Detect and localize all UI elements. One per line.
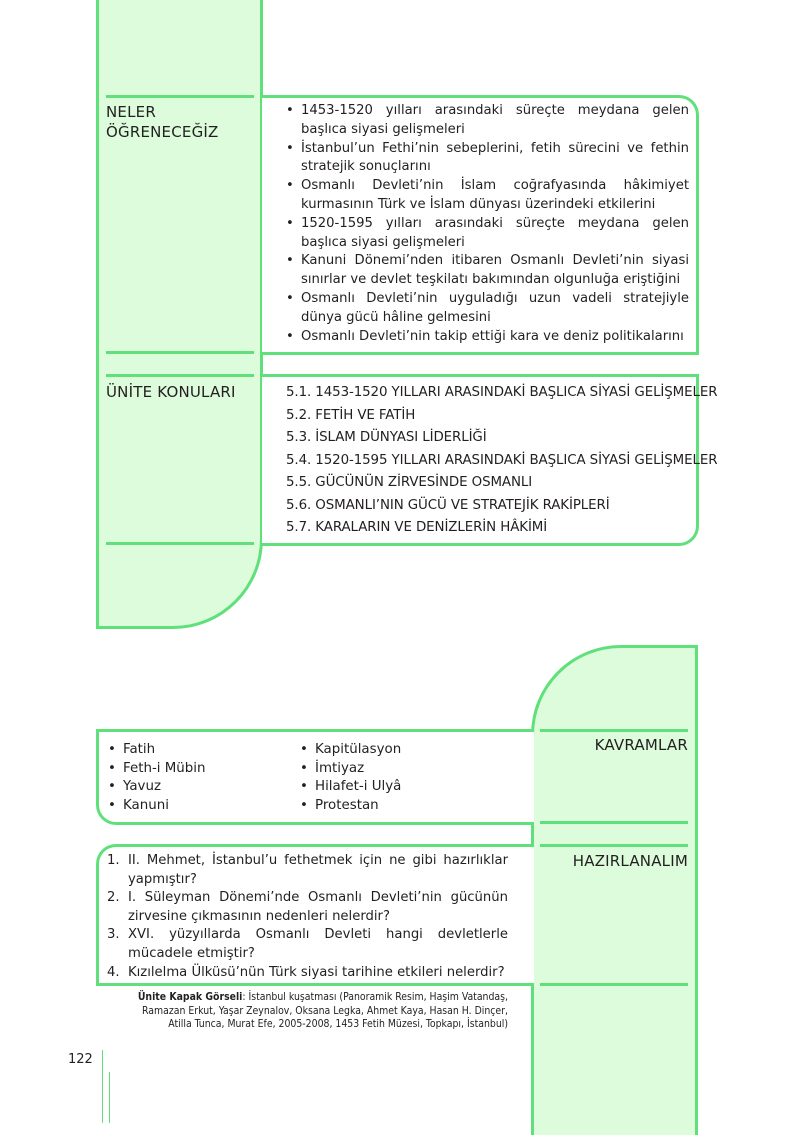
learn-list xyxy=(285,102,689,346)
question-item xyxy=(107,926,508,963)
concept-item: • Feth-i Mübin xyxy=(107,760,287,779)
question-item xyxy=(107,964,508,983)
learn-section-title xyxy=(106,102,219,142)
divider xyxy=(540,821,688,824)
divider xyxy=(540,983,688,986)
learn-title-line1: NELER xyxy=(106,103,156,121)
learn-title-line2: ÖĞRENECEĞİZ xyxy=(106,123,219,141)
topic-item: 5.2. FETİH VE FATİH xyxy=(286,407,416,423)
question-text: II. Mehmet, İstanbul’u fethetmek için ne gibi hazırlıklar yapmıştır? xyxy=(128,853,508,887)
cover-image-caption xyxy=(118,991,508,1032)
divider xyxy=(106,95,254,98)
page-number: 122 xyxy=(68,1052,93,1067)
prepare-questions xyxy=(107,852,508,982)
concepts-section-title: KAVRAMLAR xyxy=(594,736,688,754)
question-number: 2. xyxy=(107,890,120,906)
topic-item: 5.7. KARALARIN VE DENİZLERİN HÂKİMİ xyxy=(286,520,548,535)
prepare-section-title: HAZIRLANALIM xyxy=(572,852,688,870)
concept-item: • İmtiyaz xyxy=(299,760,499,779)
divider xyxy=(540,844,688,847)
topic-item: 5.3. İSLAM DÜNYASI LİDERLİĞİ xyxy=(286,430,487,445)
concepts-left-column xyxy=(107,741,287,815)
list-item: • 1453-1520 yılları arasındaki süreçte meydana gelen başlıca siyasi gelişmeleri xyxy=(285,102,689,140)
concept-item: • Kapitülasyon xyxy=(299,741,499,760)
list-item: • Kanuni Dönemi’nden itibaren Osmanlı Devleti’nin siyasi sınırlar ve devlet teşkilatı bakımından olgunluğa eriştiğini xyxy=(285,252,689,290)
concept-item: • Fatih xyxy=(107,741,287,760)
list-item: • Osmanlı Devleti’nin uyguladığı uzun vadeli stratejiyle dünya gücü hâline gelmesini xyxy=(285,290,689,328)
question-number: 4. xyxy=(107,964,120,980)
question-text: Kızılelma Ülküsü’nün Türk siyasi tarihine etkileri nelerdir? xyxy=(128,964,505,980)
gutter-line xyxy=(109,1072,110,1123)
topic-item: 5.1. 1453-1520 YILLARI ARASINDAKİ BAŞLICA SİYASİ GELİŞMELER xyxy=(286,385,718,400)
question-number: 1. xyxy=(107,853,120,868)
concepts-right-column xyxy=(299,741,499,815)
caption-line1: : İstanbul kuşatması (Panoramik Resim, Haşim Vatandaş, xyxy=(242,991,508,1003)
divider xyxy=(106,374,254,377)
topic-item: 5.5. GÜCÜNÜN ZİRVESİNDE OSMANLI xyxy=(286,475,533,490)
gutter-line xyxy=(102,1050,103,1123)
topics-list xyxy=(286,382,718,540)
list-item: • 1520-1595 yılları arasındaki süreçte meydana gelen başlıca siyasi gelişmeleri xyxy=(285,215,689,253)
concept-item: • Protestan xyxy=(299,797,499,816)
question-item xyxy=(107,889,508,926)
topic-item: 5.4. 1520-1595 YILLARI ARASINDAKİ BAŞLICA SİYASİ GELİŞMELER xyxy=(286,452,718,468)
caption-line3: Atilla Tunca, Murat Efe, 2005-2008, 1453 Fetih Müzesi, Topkapı, İstanbul) xyxy=(168,1018,508,1031)
list-item: • Osmanlı Devleti’nin İslam coğrafyasında hâkimiyet kurmasının Türk ve İslam dünyası üzerindeki etkilerini xyxy=(285,177,689,215)
topic-item: 5.6. OSMANLI’NIN GÜCÜ VE STRATEJİK RAKİPLERİ xyxy=(286,497,610,513)
concept-item: • Kanuni xyxy=(107,797,287,816)
divider xyxy=(106,351,254,354)
bottom-sidebar-column xyxy=(531,645,698,1135)
concept-item: • Hilafet-i Ulyâ xyxy=(299,778,499,797)
list-item: • Osmanlı Devleti’nin takip ettiği kara ve deniz politikalarını xyxy=(285,328,689,347)
question-text: I. Süleyman Dönemi’nde Osmanlı Devleti’nin gücünün zirvesine çıkmasının nedenleri nelerdir? xyxy=(128,890,508,924)
list-item: • İstanbul’un Fethi’nin sebeplerini, fetih sürecini ve fethin stratejik sonuçlarını xyxy=(285,140,689,178)
divider xyxy=(540,729,688,732)
divider xyxy=(106,542,254,545)
caption-label: Ünite Kapak Görseli xyxy=(137,991,243,1003)
caption-line2: Ramazan Erkut, Yaşar Zeynalov, Oksana Legka, Ahmet Kaya, Hasan H. Dinçer, xyxy=(142,1004,508,1017)
question-number: 3. xyxy=(107,927,120,943)
question-item xyxy=(107,852,508,889)
question-text: XVI. yüzyıllarda Osmanlı Devleti hangi devletlerle mücadele etmiştir? xyxy=(128,927,508,961)
topics-section-title: ÜNİTE KONULARI xyxy=(106,383,236,401)
concept-item: • Yavuz xyxy=(107,778,287,797)
